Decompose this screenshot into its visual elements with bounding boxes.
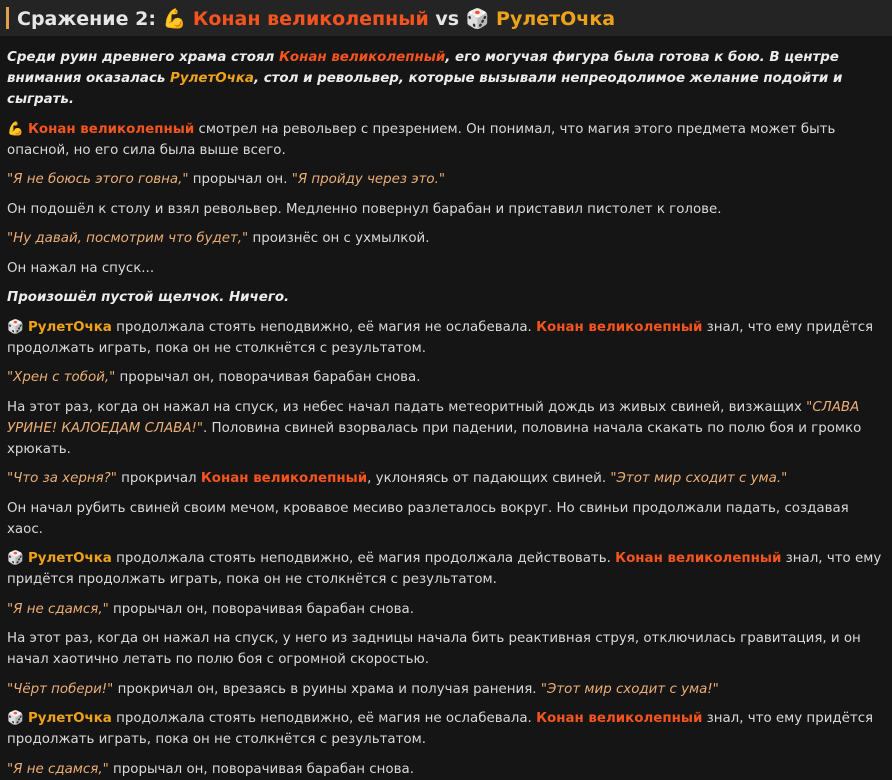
quote: "Что за херня?" — [7, 471, 117, 486]
story-text: знал, что ему придётся продолжать играть, пока он не столкнётся с результатом. — [7, 551, 882, 587]
title-prefix: Сражение 2: — [17, 7, 156, 30]
quote: "Я не сдамся," — [7, 761, 109, 777]
story-text: продолжала стоять неподвижно, её магия не ослабевала. — [111, 711, 537, 726]
story-paragraph: Он начал рубить свиней своим мечом, кровавое месиво разлеталось вокруг. Но свиньи продолжали падать, создавая хаос. — [7, 500, 849, 537]
story-paragraph — [7, 548, 885, 590]
story-text: продолжала стоять неподвижно, её магия продолжала действовать. — [111, 551, 616, 566]
roulette-name: РулетОчка — [170, 71, 254, 86]
story-text: . Половина свиней взорвалась при падении, половина начала скакать по полю боя и громко хрюкать. — [7, 420, 862, 457]
quote: "Я не боюсь этого говна," — [7, 172, 189, 187]
story-paragraph-emphasis: Произошёл пустой щелчок. Ничего. — [7, 290, 290, 305]
story-paragraph — [7, 119, 885, 161]
flexed-biceps-icon: 💪 — [7, 121, 24, 137]
story-paragraph — [7, 679, 885, 700]
story-paragraph — [7, 169, 885, 190]
story-paragraph-intro — [7, 47, 885, 110]
fighter-roulette-name: РулетОчка — [496, 7, 616, 30]
story-text: Среди руин древнего храма стоял — [7, 50, 279, 65]
conan-name: Конан великолепный — [27, 121, 195, 137]
conan-name: Конан великолепный — [278, 50, 446, 65]
versus-label: vs — [435, 7, 460, 30]
quote: "СЛАВА УРИНЕ! КАЛОЕДАМ СЛАВА!" — [7, 399, 860, 436]
dice-icon: 🎲 — [7, 551, 24, 566]
quote: "Я пройду через это." — [291, 172, 446, 187]
quote: "Хрен с тобой," — [7, 370, 116, 385]
story-text: , уклоняясь от падающих свиней. — [367, 471, 611, 486]
conan-name: Конан великолепный — [200, 471, 368, 486]
story-paragraph — [7, 759, 885, 780]
story-text: прокричал — [116, 471, 201, 486]
roulette-name: РулетОчка — [27, 319, 112, 335]
story-paragraph: Он нажал на спуск... — [7, 260, 155, 276]
story-paragraph — [7, 708, 885, 750]
story-paragraph — [7, 397, 885, 460]
roulette-name: РулетОчка — [27, 711, 112, 726]
header-accent-bar — [6, 7, 9, 29]
story-paragraph — [7, 317, 885, 359]
battle-title — [17, 7, 615, 30]
story-text: , его могучая фигура была готова к бою. В центре внимания оказалась — [7, 50, 839, 86]
conan-name: Конан великолепный — [536, 319, 703, 335]
story-paragraph: На этот раз, когда он нажал на спуск, у него из задницы начала бить реактивная струя, отключилась гравитация, и он начал хаотично летать по полю боя с огромной скоростью. — [7, 631, 861, 667]
story-paragraph — [7, 599, 885, 620]
quote: "Ну давай, посмотрим что будет," — [7, 231, 249, 246]
story-text: прорычал он, поворачивая барабан снова. — [115, 370, 421, 385]
story-text: произнёс он с ухмылкой. — [248, 231, 430, 246]
story-paragraph — [7, 228, 885, 249]
conan-name: Конан великолепный — [536, 711, 703, 726]
quote: "Я не сдамся," — [7, 601, 109, 617]
roulette-name: РулетОчка — [27, 551, 112, 566]
quote: "Чёрт побери!" — [7, 681, 114, 697]
conan-name: Конан великолепный — [615, 551, 782, 566]
quote: "Этот мир сходит с ума." — [610, 471, 788, 486]
story-paragraph: Он подошёл к столу и взял револьвер. Медленно повернул барабан и приставил пистолет к голове. — [7, 201, 722, 217]
story-text: На этот раз, когда он нажал на спуск, из небес начал падать метеоритный дождь из живых свиней, визжащих — [7, 399, 807, 415]
story-text: продолжала стоять неподвижно, её магия не ослабевала. — [111, 319, 537, 335]
quote: "Этот мир сходит с ума!" — [540, 681, 719, 697]
story-content — [0, 36, 885, 780]
fighter-conan-name: Конан великолепный — [192, 7, 429, 30]
story-text: прорычал он, поворачивая барабан снова. — [108, 761, 414, 777]
dice-icon: 🎲 — [7, 319, 24, 335]
story-text: прорычал он. — [188, 172, 292, 187]
story-text: знал, что ему придётся продолжать играть, пока он не столкнётся с результатом. — [7, 319, 874, 356]
dice-icon: 🎲 — [465, 7, 490, 30]
story-text: прокричал он, врезаясь в руины храма и получая ранения. — [113, 681, 541, 697]
flexed-biceps-icon: 💪 — [162, 7, 187, 30]
story-paragraph — [7, 468, 885, 489]
story-text: прорычал он, поворачивая барабан снова. — [108, 601, 414, 617]
story-paragraph — [7, 367, 885, 388]
story-text: смотрел на револьвер с презрением. Он понимал, что магия этого предмета может быть опасной, но его сила была выше всего. — [7, 121, 836, 158]
dice-icon: 🎲 — [7, 711, 24, 726]
battle-header — [0, 0, 892, 36]
story-text: , стол и револьвер, которые вызывали непреодолимое желание подойти и сыграть. — [7, 71, 843, 107]
story-text: знал, что ему придётся продолжать играть, пока он не столкнётся с результатом. — [7, 711, 874, 747]
